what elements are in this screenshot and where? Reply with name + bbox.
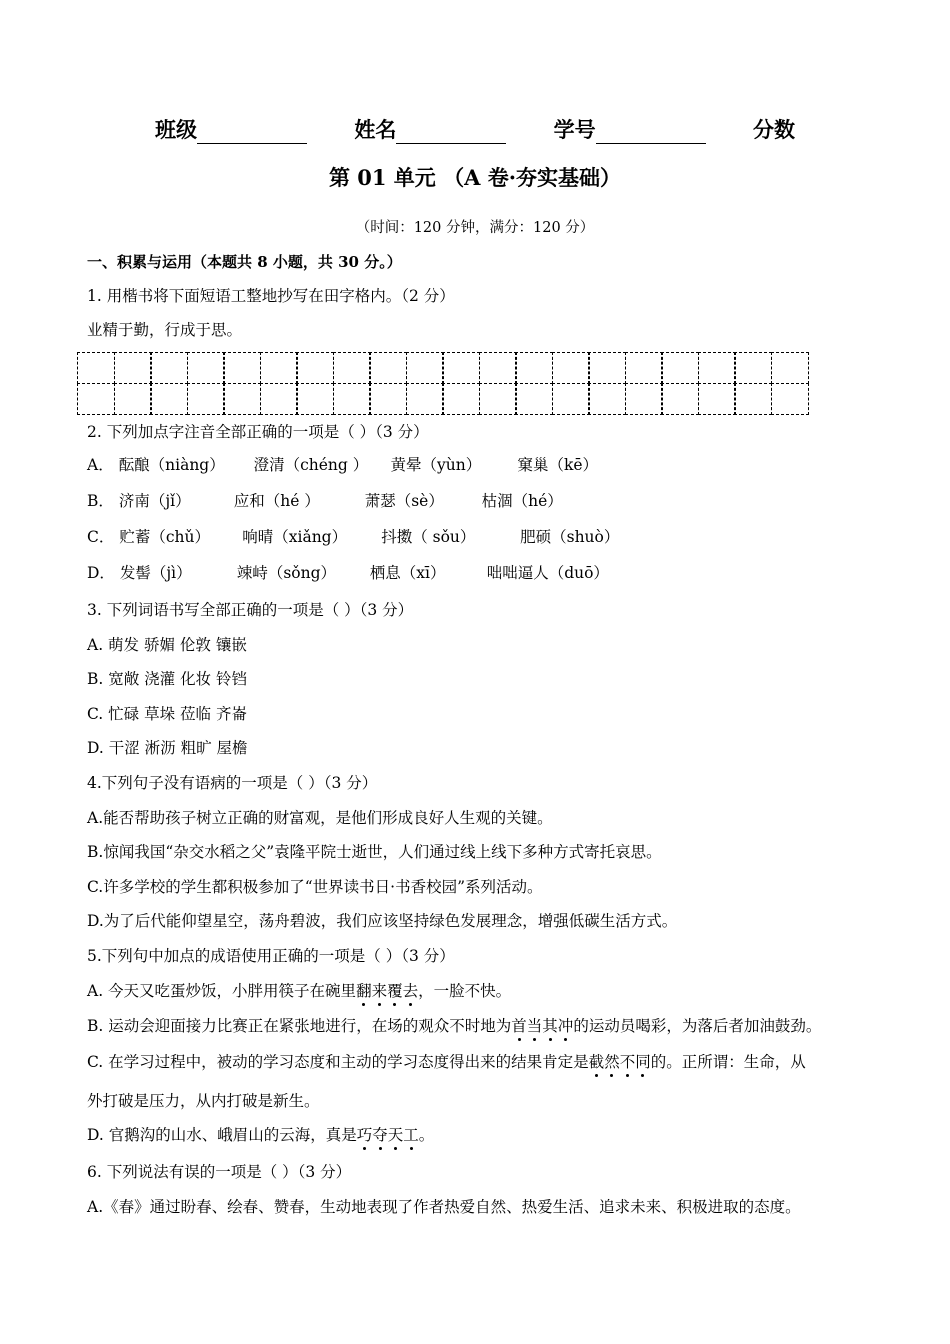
question-2-option-a[interactable]: A． 酝酿（niàng） 澄清（chéng ） 黄晕（yùn） 窠巢（kē） (87, 456, 599, 474)
name-blank[interactable] (396, 121, 506, 144)
question-4-option-b[interactable]: B.惊闻我国“杂交水稻之父”袁隆平院士逝世，人们通过线上线下多种方式寄托哀思。 (87, 843, 662, 861)
question-6-option-a[interactable]: A.《春》通过盼春、绘春、赞春，生动地表现了作者热爱自然、热爱生活、追求未来、积极进取的态度。 (87, 1198, 801, 1216)
grid-cell[interactable] (333, 383, 371, 415)
question-2-option-d[interactable]: D． 发髻（jì） 竦峙（sǒng） 栖息（xī） 咄咄逼人（duō） (87, 564, 609, 582)
dotted-idiom (511, 1017, 573, 1035)
question-3-option-d[interactable]: D. 干涩 淅沥 粗旷 屋檐 (87, 739, 248, 757)
writing-grid[interactable] (77, 352, 807, 413)
question-5-option-d[interactable]: D. 官鹅沟的山水、峨眉山的云海，真是巧夺天工。 (87, 1126, 435, 1144)
emphasis-dot-char: 首 (511, 1017, 527, 1035)
emphasis-dot-char: 工 (403, 1126, 419, 1144)
section-heading: 一、积累与运用（本题共 8 小题，共 30 分。） (87, 253, 402, 271)
page-title: 第 01 单元 （A 卷·夯实基础） (328, 165, 622, 190)
question-2-stem: 2. 下列加点字注音全部正确的一项是（ ）（3 分） (87, 423, 429, 441)
grid-cell[interactable] (260, 383, 298, 415)
grid-cell[interactable] (77, 352, 115, 384)
grid-cell[interactable] (479, 352, 517, 384)
student-info-header (0, 114, 950, 144)
emphasis-dot-char: 截 (588, 1053, 605, 1071)
grid-cell[interactable] (552, 352, 590, 384)
grid-cell[interactable] (77, 383, 115, 415)
grid-cell[interactable] (661, 352, 699, 384)
emphasis-dot-char: 夺 (372, 1126, 388, 1144)
grid-cell[interactable] (150, 383, 188, 415)
question-5-option-c-continued: 外打破是压力，从内打破是新生。 (87, 1092, 320, 1110)
grid-cell[interactable] (187, 383, 225, 415)
grid-cell[interactable] (333, 352, 371, 384)
emphasis-dot-char: 不 (619, 1053, 636, 1071)
question-5-option-b[interactable]: B. 运动会迎面接力比赛正在紧张地进行，在场的观众不时地为首当其冲的运动员喝彩，为落后者加油鼓劲。 (87, 1017, 822, 1035)
emphasis-dot-char: 同 (635, 1053, 651, 1071)
grid-cell[interactable] (223, 352, 261, 384)
question-6-stem: 6. 下列说法有误的一项是（ ）（3 分） (87, 1163, 352, 1181)
score-field: 分数 (752, 118, 795, 142)
grid-cell[interactable] (625, 352, 663, 384)
grid-cell[interactable] (515, 352, 553, 384)
question-2-option-c[interactable]: C． 贮蓄（chǔ） 响晴（xiǎng） 抖擞（ sǒu） 肥硕（shuò） (87, 528, 620, 546)
dotted-idiom (356, 982, 418, 1000)
grid-cell[interactable] (442, 352, 480, 384)
emphasis-dot-char: 来 (371, 982, 388, 1000)
emphasis-dot-char: 其 (542, 1017, 558, 1035)
emphasis-dot-char: 当 (526, 1017, 543, 1035)
emphasis-dot-char: 天 (387, 1126, 404, 1144)
question-5-stem: 5.下列句中加点的成语使用正确的一项是（ ）（3 分） (87, 947, 455, 965)
grid-cell[interactable] (771, 352, 809, 384)
grid-cell[interactable] (187, 352, 225, 384)
emphasis-dot-char: 冲 (557, 1017, 574, 1035)
grid-cell[interactable] (406, 352, 444, 384)
student-id-field: 学号 (554, 114, 706, 144)
question-3-stem: 3. 下列词语书写全部正确的一项是（ ）（3 分） (87, 601, 414, 619)
grid-cell[interactable] (406, 383, 444, 415)
question-4-option-d[interactable]: D.为了后代能仰望星空，荡舟碧波，我们应该坚持绿色发展理念，增强低碳生活方式。 (87, 912, 678, 930)
grid-cell[interactable] (698, 383, 736, 415)
grid-cell[interactable] (771, 383, 809, 415)
grid-cell[interactable] (661, 383, 699, 415)
dotted-idiom (357, 1126, 419, 1144)
class-field: 班级 (155, 114, 307, 144)
question-1-phrase: 业精于勤，行成于思。 (87, 321, 243, 339)
question-1-stem: 1. 用楷书将下面短语工整地抄写在田字格内。（2 分） (87, 287, 455, 305)
question-2-option-b[interactable]: B． 济南（jǐ） 应和（hé ） 萧瑟（sè） 枯涸（hé） (87, 492, 563, 510)
dotted-idiom (589, 1053, 651, 1071)
grid-cell[interactable] (296, 383, 334, 415)
grid-cell[interactable] (734, 383, 772, 415)
grid-cell[interactable] (698, 352, 736, 384)
grid-cell[interactable] (296, 352, 334, 384)
question-3-option-c[interactable]: C. 忙碌 草垛 莅临 齐崙 (87, 705, 247, 723)
grid-cell[interactable] (369, 352, 407, 384)
grid-cell[interactable] (369, 383, 407, 415)
grid-cell[interactable] (515, 383, 553, 415)
emphasis-dot-char: 去 (402, 982, 419, 1000)
question-5-option-a[interactable]: A. 今天又吃蛋炒饭，小胖用筷子在碗里翻来覆去，一脸不快。 (87, 982, 512, 1000)
emphasis-dot-char: 覆 (387, 982, 403, 1000)
grid-cell[interactable] (114, 383, 152, 415)
grid-cell[interactable] (114, 352, 152, 384)
question-5-option-c[interactable]: C. 在学习过程中，被动的学习态度和主动的学习态度得出来的结果肯定是截然不同的。正所谓：生命，从 (87, 1053, 806, 1071)
grid-cell[interactable] (625, 383, 663, 415)
emphasis-dot-char: 巧 (356, 1126, 373, 1144)
grid-row (77, 383, 807, 414)
grid-cell[interactable] (588, 352, 626, 384)
grid-cell[interactable] (479, 383, 517, 415)
question-3-option-a[interactable]: A. 萌发 骄媚 伦敦 镶嵌 (87, 636, 247, 654)
emphasis-dot-char: 翻 (356, 982, 372, 1000)
grid-cell[interactable] (734, 352, 772, 384)
class-blank[interactable] (197, 121, 307, 144)
grid-cell[interactable] (150, 352, 188, 384)
question-4-option-c[interactable]: C.许多学校的学生都积极参加了“世界读书日·书香校园”系列活动。 (87, 878, 543, 896)
student-id-blank[interactable] (596, 121, 706, 144)
question-3-option-b[interactable]: B. 宽敞 浇灌 化妆 铃铛 (87, 670, 248, 688)
question-4-stem: 4.下列句子没有语病的一项是（ ）（3 分） (87, 774, 378, 792)
grid-cell[interactable] (588, 383, 626, 415)
question-4-option-a[interactable]: A.能否帮助孩子树立正确的财富观，是他们形成良好人生观的关键。 (87, 809, 553, 827)
emphasis-dot-char: 然 (604, 1053, 620, 1071)
grid-cell[interactable] (552, 383, 590, 415)
grid-cell[interactable] (260, 352, 298, 384)
name-field: 姓名 (354, 114, 506, 144)
grid-cell[interactable] (442, 383, 480, 415)
exam-time-info: （时间：120 分钟，满分：120 分） (355, 220, 595, 236)
grid-cell[interactable] (223, 383, 261, 415)
grid-row (77, 352, 807, 383)
